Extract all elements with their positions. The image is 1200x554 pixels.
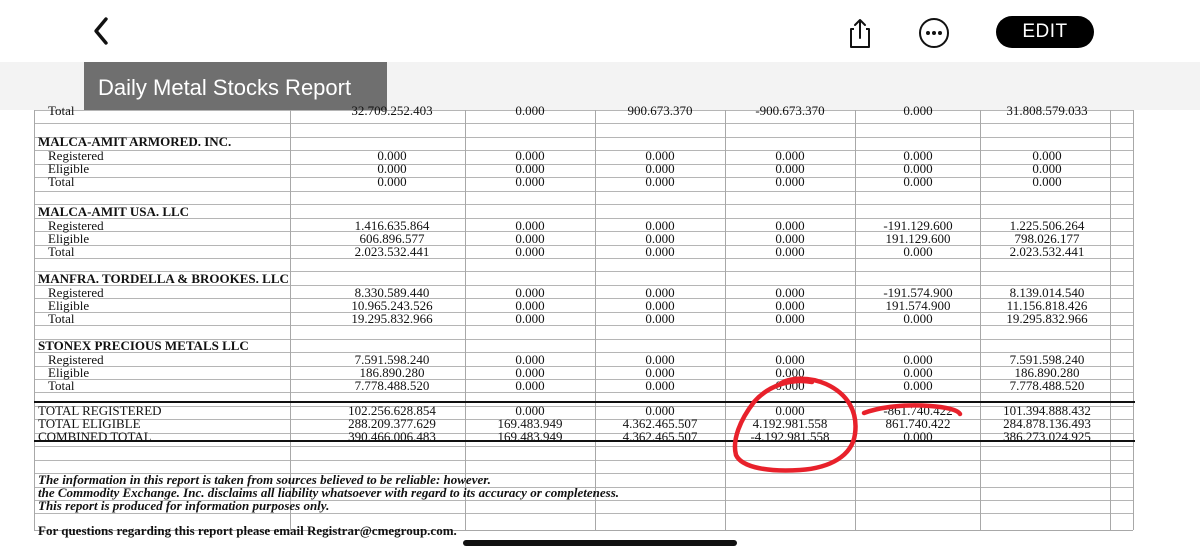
row-label: Total (48, 378, 75, 393)
cell-value: 0.000 (515, 148, 545, 163)
cell-value: 7.591.598.240 (354, 352, 430, 367)
disclaimer-line: the Commodity Exchange. Inc. disclaims all liability whatsoever with regard to its accuracy or completeness. (38, 485, 620, 500)
cell-value: 0.000 (775, 244, 805, 259)
cell-value: 19.295.832.966 (351, 311, 433, 326)
totals-value: 169.483.949 (497, 416, 563, 431)
cell-value: 0.000 (903, 311, 933, 326)
top-navigation-bar (0, 0, 1200, 62)
totals-value: 4.362.465.507 (622, 416, 698, 431)
cell-value: 0.000 (645, 231, 675, 246)
cell-value: 0.000 (903, 378, 933, 393)
cell-value: 0.000 (645, 174, 675, 189)
totals-value: 4.192.981.558 (752, 416, 828, 431)
cell-value: 1.416.635.864 (354, 218, 430, 233)
cell-value: 0.000 (645, 298, 675, 313)
cell-value: 0.000 (515, 365, 545, 380)
row-label: Registered (48, 218, 104, 233)
chevron-left-icon (84, 12, 124, 52)
row-label: Eligible (48, 161, 90, 176)
cell-value: 0.000 (515, 285, 545, 300)
cell-value: 191.129.600 (885, 231, 951, 246)
cell-value: 1.225.506.264 (1009, 218, 1085, 233)
cell-value: 0.000 (645, 161, 675, 176)
group-name: MALCA-AMIT USA. LLC (38, 204, 190, 219)
totals-value: 169.483.949 (497, 429, 563, 444)
totals-value: 102.256.628.854 (348, 403, 436, 418)
cell-value: 0.000 (377, 174, 407, 189)
cell-value: 186.890.280 (359, 365, 425, 380)
cell-value: 0.000 (515, 298, 545, 313)
row-label: Eligible (48, 231, 90, 246)
row-label: Eligible (48, 298, 90, 313)
cell-value: 0.000 (645, 244, 675, 259)
cell-value: 0.000 (645, 285, 675, 300)
report-table (0, 103, 1200, 554)
totals-value: 386.273.024.925 (1003, 429, 1091, 444)
cell-value: 8.330.589.440 (354, 285, 430, 300)
cell-value: 900.673.370 (627, 103, 693, 118)
totals-value: -4.192.981.558 (750, 429, 830, 444)
totals-value: 101.394.888.432 (1003, 403, 1091, 418)
cell-value: 0.000 (775, 311, 805, 326)
cell-value: 0.000 (775, 174, 805, 189)
cell-value: 0.000 (515, 378, 545, 393)
cell-value: 0.000 (775, 285, 805, 300)
totals-value: 288.209.377.629 (348, 416, 436, 431)
cell-value: 0.000 (645, 218, 675, 233)
cell-value: 0.000 (515, 231, 545, 246)
cell-value: 0.000 (515, 218, 545, 233)
cell-value: 0.000 (377, 148, 407, 163)
cell-value: -191.574.900 (883, 285, 953, 300)
row-label: Total (48, 311, 75, 326)
cell-value: 0.000 (903, 244, 933, 259)
document-title: Daily Metal Stocks Report (84, 62, 387, 112)
cell-value: 0.000 (903, 352, 933, 367)
cell-value: 0.000 (645, 352, 675, 367)
totals-value: -861.740.422 (883, 403, 953, 418)
cell-value: 0.000 (645, 311, 675, 326)
cell-value: 0.000 (1032, 161, 1062, 176)
cell-value: 0.000 (903, 103, 933, 118)
cell-value: 31.808.579.033 (1006, 103, 1088, 118)
share-icon (840, 14, 880, 54)
cell-value: 0.000 (645, 378, 675, 393)
group-name: MANFRA. TORDELLA & BROOKES. LLC (38, 271, 289, 286)
totals-label: TOTAL REGISTERED (38, 403, 162, 418)
totals-value: 284.878.136.493 (1003, 416, 1091, 431)
cell-value: 0.000 (515, 174, 545, 189)
group-name: STONEX PRECIOUS METALS LLC (38, 338, 249, 353)
cell-value: 0.000 (1032, 174, 1062, 189)
totals-label: COMBINED TOTAL (38, 429, 152, 444)
cell-value: 191.574.900 (885, 298, 951, 313)
cell-value: 0.000 (775, 231, 805, 246)
row-label: Total (48, 174, 75, 189)
home-indicator (463, 540, 737, 546)
cell-value: 0.000 (775, 378, 805, 393)
cell-value: 0.000 (775, 148, 805, 163)
cell-value: 11.156.818.426 (1006, 298, 1088, 313)
cell-value: -191.129.600 (883, 218, 953, 233)
cell-value: -900.673.370 (755, 103, 825, 118)
cell-value: 0.000 (903, 161, 933, 176)
cell-value: 0.000 (1032, 148, 1062, 163)
cell-value: 0.000 (515, 311, 545, 326)
cell-value: 0.000 (903, 365, 933, 380)
cell-value: 606.896.577 (359, 231, 425, 246)
totals-value: 390.466.006.483 (348, 429, 436, 444)
back-button[interactable] (84, 12, 124, 52)
cell-value: 0.000 (775, 352, 805, 367)
totals-value: 861.740.422 (885, 416, 951, 431)
cell-value: 2.023.532.441 (354, 244, 430, 259)
cell-value: 0.000 (903, 174, 933, 189)
cell-value: 0.000 (515, 352, 545, 367)
totals-value: 0.000 (645, 403, 675, 418)
cell-value: 7.778.488.520 (1009, 378, 1085, 393)
totals-value: 0.000 (515, 403, 545, 418)
more-button[interactable] (914, 14, 954, 54)
row-label: Registered (48, 352, 104, 367)
disclaimer-line: The information in this report is taken from sources believed to be reliable: however. (38, 472, 491, 487)
cell-value: 186.890.280 (1014, 365, 1080, 380)
cell-value: 7.591.598.240 (1009, 352, 1085, 367)
disclaimer-line: This report is produced for information purposes only. (38, 498, 330, 513)
cell-value: 0.000 (645, 365, 675, 380)
cell-value: 0.000 (775, 365, 805, 380)
cell-value: 0.000 (515, 161, 545, 176)
row-label: Eligible (48, 365, 90, 380)
row-label: Total (48, 103, 75, 118)
cell-value: 0.000 (515, 244, 545, 259)
cell-value: 19.295.832.966 (1006, 311, 1088, 326)
edit-button[interactable]: EDIT (996, 16, 1094, 48)
cell-value: 798.026.177 (1014, 231, 1080, 246)
contact-line: For questions regarding this report please email Registrar@cmegroup.com. (38, 523, 457, 538)
cell-value: 0.000 (775, 161, 805, 176)
cell-value: 10.965.243.526 (351, 298, 433, 313)
row-label: Total (48, 244, 75, 259)
cell-value: 0.000 (775, 298, 805, 313)
group-name: MALCA-AMIT ARMORED. INC. (38, 134, 232, 149)
cell-value: 32.709.252.403 (351, 103, 433, 118)
cell-value: 0.000 (645, 148, 675, 163)
cell-value: 8.139.014.540 (1009, 285, 1085, 300)
row-label: Registered (48, 148, 104, 163)
cell-value: 0.000 (515, 103, 545, 118)
ellipsis-circle-icon (914, 14, 954, 54)
cell-value: 7.778.488.520 (354, 378, 430, 393)
row-label: Registered (48, 285, 104, 300)
cell-value: 0.000 (377, 161, 407, 176)
cell-value: 0.000 (775, 218, 805, 233)
cell-value: 2.023.532.441 (1009, 244, 1085, 259)
totals-value: 4.362.465.507 (622, 429, 698, 444)
totals-value: 0.000 (903, 429, 933, 444)
cell-value: 0.000 (903, 148, 933, 163)
share-button[interactable] (840, 14, 880, 54)
totals-value: 0.000 (775, 403, 805, 418)
totals-label: TOTAL ELIGIBLE (38, 416, 141, 431)
